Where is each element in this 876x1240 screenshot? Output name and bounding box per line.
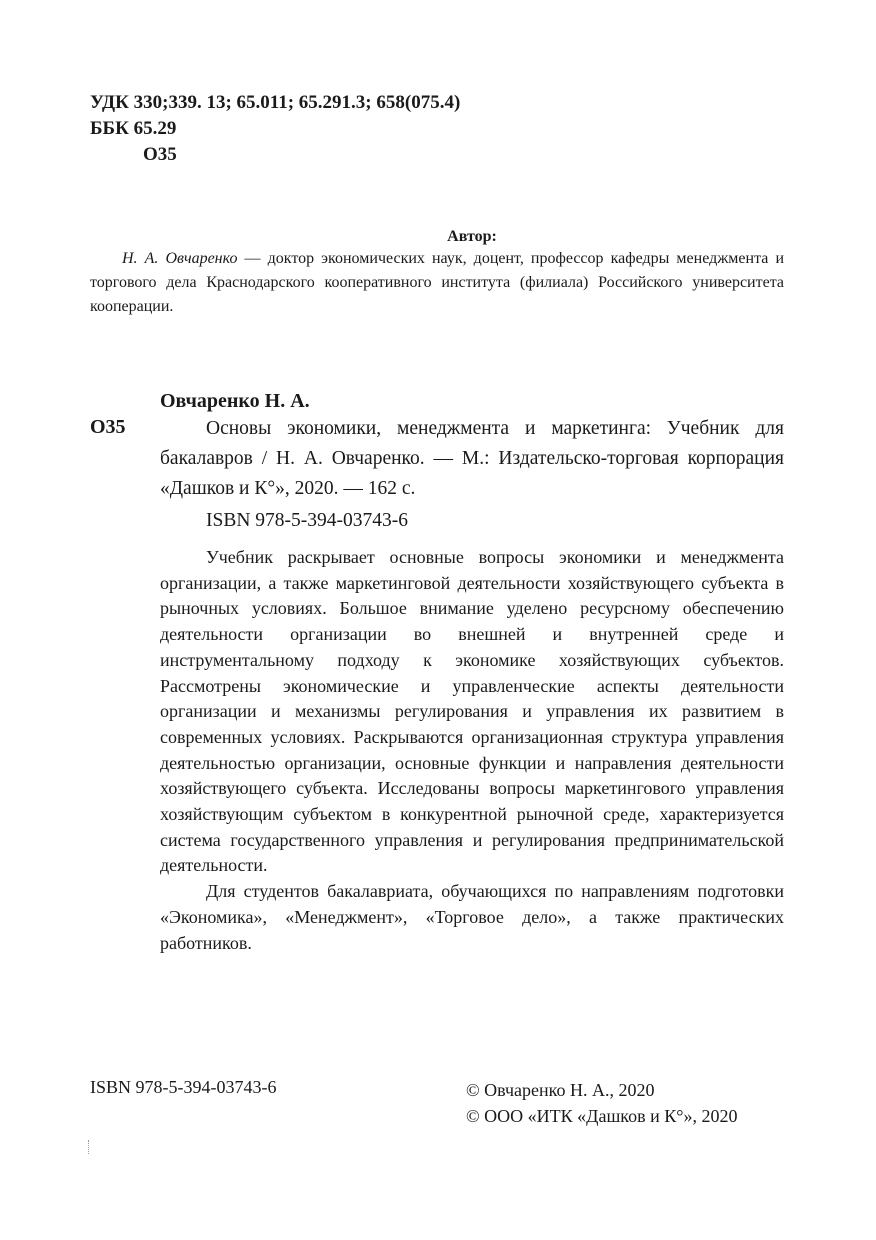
page-edge-mark: [88, 1140, 90, 1154]
catalog-isbn: ISBN 978-5-394-03743-6: [206, 510, 409, 531]
author-bio: — доктор экономических наук, доцент, профессор кафедры менеджмента и торгового дела Краснодарского кооперативного института (филиала) Российского университета кооперации.: [90, 250, 785, 315]
annotation: [160, 545, 784, 956]
author-heading: Автор:: [447, 228, 497, 245]
author-description: [90, 247, 784, 319]
footer-isbn: ISBN 978-5-394-03743-6: [90, 1077, 277, 1097]
annotation-paragraph: Учебник раскрывает основные вопросы экономики и менеджмента организации, а также маркетинговой деятельности хозяйствующего субъекта в рыночных условиях. Большое внимание уделено ресурсному обеспечению деятельности организации во внешней и внутренней среде и инструментальному подходу к экономике хозяйствующих субъектов. Рассмотрены экономические и управленческие аспекты деятельности организации и механизмы регулирования и управления их развитием в современных условиях. Раскрываются организационная структура управления деятельностью организации, основные функции и направления деятельности хозяйствующего субъекта. Исследованы вопросы маркетингового управления хозяйствующим субъектом в конкурентной рыночной среде, характеризуется система государственного управления и регулирования предпринимательской деятельности.: [160, 547, 784, 876]
copyright-block: [466, 1077, 737, 1129]
catalog-code: О35: [90, 416, 126, 438]
author-mark-code: О35: [143, 144, 177, 165]
copyright-publisher: © ООО «ИТК «Дашков и К°», 2020: [466, 1106, 738, 1126]
catalog-author: Овчаренко Н. А.: [160, 390, 310, 412]
author-name: Н. А. Овчаренко: [122, 250, 238, 267]
bbk-code: ББК 65.29: [90, 118, 177, 139]
annotation-paragraph: Для студентов бакалавриата, обучающихся по направлениям подготовки «Экономика», «Менеджмент», «Торговое дело», а также практических работников.: [160, 881, 784, 953]
catalog-description: [160, 414, 784, 504]
udk-code: УДК 330;339. 13; 65.011; 65.291.3; 658(075.4): [90, 92, 461, 113]
copyright-author: © Овчаренко Н. А., 2020: [466, 1080, 655, 1100]
catalog-description-text: Основы экономики, менеджмента и маркетинга: Учебник для бакалавров / Н. А. Овчаренко. — М.: Издательско-торговая корпорация «Дашков и К°», 2020. — 162 с.: [160, 418, 784, 499]
